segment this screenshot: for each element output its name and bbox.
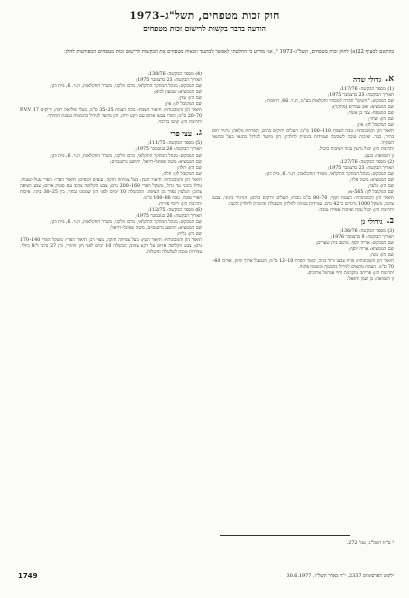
section-heading [20,129,202,138]
entry-paragraph: שם הזן: גלעד; [367,183,394,189]
entry-paragraph: (2) מספר הבקשה: 127/76; [339,159,394,165]
right-column [212,72,394,283]
entry-paragraph: יתרונות הזן: ריבוי פירות. [157,201,202,207]
publication-footer: ילקוט הפרסומים 2337, י"ד באדר תשל"ז, 30.6.1977 [286,573,394,579]
entry-paragraph: שם המבקש: מנהל המחקר החקלאי, מרכז וולקני, משרד החקלאות, ת.ד. 6, בית דגן; [50,153,202,159]
entry-paragraph: זן השוואה: בן שמן ורפאל. [346,277,394,283]
section-title: עצי פרי [170,129,192,139]
entry-paragraph: תאריך הבקשה: 26 בנובמבר 1975; [135,213,202,219]
footnote-rule [220,535,350,536]
section-heading [212,75,394,84]
section-letter: ב. [386,215,394,226]
section-title: גידולי גן [361,216,383,226]
entry-paragraph: שם הממציא: שמעון לביא; [153,90,202,96]
entry-paragraph: שם המטפח: צבי בן אשר; [347,111,394,117]
entry-paragraph: שם המבקש: מנהל המחקר החקלאי, מרכז וולקני, משרד החקלאות, ת.ד. 6, בית דגן; [50,220,202,226]
left-column [20,72,202,256]
entry-paragraph: שם הממציא: יהושע גרשנבוים, משה שפיגל–רויאל; [109,226,202,232]
entry-paragraph: שם המבקש: אריה יוסף, מושב בית שערים; [315,241,394,247]
entry-paragraph: יתרונות הזן: פריחה מוקדמת וחיי אגרטל ארוכים. [306,271,394,277]
footnote: ¹ ס"ח תשל"ג, עמ' 272. [346,541,394,546]
entry-paragraph: שם המבקש: מנהל המחקר החקלאי, מרכז וולקני, משרד החקלאות, ת.ד. 6, בית דגן; [50,84,202,90]
page-number: 1749 [18,572,38,580]
entry-paragraph: שם המבקש: "זרעים" חברה למסחר וחקלאות בע"מ, ת.ד. 66, רחובות; [265,99,394,105]
section-heading [212,217,394,226]
entry-paragraph: שם המבקש: מנהל המחקר החקלאי, משרד החקלאות, ת.ד. 6, בית דגן; [265,171,394,177]
entry-paragraph: שם הממציא: משה פלד; [349,177,394,183]
entry-paragraph: תאריך הבקשה: 23 בדצמבר 1975; [135,78,202,84]
entry-paragraph: תאריך הבקשה: 23 בדצמבר 1975; [327,165,394,171]
entry-paragraph: (1) מספר הבקשה: 117/76; [339,87,394,92]
entry-paragraph: שם הממציא: משה שפיגל–רויאל, יהושע גרשנבוים; [109,159,202,165]
entry-paragraph: תאריך הבקשה: 26 בנובמבר 1975; [135,147,202,153]
section-letter: א. [385,74,394,84]
entry-paragraph: תיאור הזן והמכונותיו: תיאור הצמח: גובה הצמח 25–35 ס"מ, בעלי פוליאה רבה; ירוקים P.V.V 17 20–70 ס"מ; הפרי צבעו אדום עם רקע ירוק. הזן מיועד לגידול בחממות בעונת החורף. [20,108,202,120]
entry-paragraph: שם המקובל לזן: אין; [164,102,202,108]
entry-paragraph: שם הזן: גלית; [176,232,202,238]
entry-paragraph: שם הזן: שחר; [368,117,394,123]
page-title: חוק זכות מטפחים, תשל"ג–1973 [129,10,280,22]
entry-paragraph: (3) מספר הבקשה: 136/76; [339,228,394,234]
entry-paragraph: שם הזן: עדן; [178,96,202,102]
entry-paragraph: שם המקובל לזן: חלה; [162,171,202,177]
entry-paragraph: שם הממציא: זאב עמירם (מחקר); [331,105,394,111]
entry-paragraph: תיאור הזן והמכונותיו: תיאור העץ: בעל צמיחה חזקה, מצוי רב; תיאור הפרי: משקל הפרי 140–170 גרם; צבע הקליפה אדום על רקע צהוב; הבשלה 10 ימים לפני הזן ההורי, בין 27 ביוני ל־8 ביולי. עמידות טובה לטלטלה ומשלוח. [20,238,202,256]
entry-paragraph: תאריך הבקשה: 9 בדצמבר 1976; [330,235,394,241]
intro-paragraph: בהתאם לסעיף 22(א) לחוק זכות מטפחים, תשל"ג–1973 ¹, אני מודיע כי החלטתי לאפשר למתנגד וזכאות מטפחים את הבקשות לרישום זכות מטפחים המפורטות להלן: [63,49,394,55]
entry-paragraph: תיאור הזן והמכונותיו: פרח צבעו ורוד כהה, קוטר הפרח 10–12 ס"מ; הגבעול ארוך וחזק, אורכו 60–70 ס"מ. הצמח מתאים לגידול בחממה ובשטח פתוח. [212,259,394,271]
entry-paragraph: יתרונות הזן: קושי בריבוי. [157,120,202,126]
entry-paragraph: זן השוואה: כנען. [363,153,394,159]
entry-paragraph: שם הזן: חלה; [176,165,202,171]
entry-paragraph: תיאור הזן והמכונותיו: הצמח זקוף, 70–80 ס"מ גובהו; העלים ירוקים כהים; הגרגיר בינוני, צבעו צהוב, משקל 1000 גרגרים כ־42 גרם. עמידות גבוהה לחלדון השבולת ובינונית לחלדון הקנה. [212,195,394,207]
entry-paragraph: תיאור הזן והמכונותיו: תיאור העץ: בעל צמיחה חזקה, ענפים זקופים; תיאור הפרי: הפרי עגול–שטוח, גודלו בינוני עד גדול, משקל הפרי 160–200 גרם; צבע הקליפה צהוב עם סומק אדום; צבע הציפה צהוב; הגלעין נפרד מן הציפה. ההבשלה 10 ימים לפני הזן שממנו נבחר, בין 25–30 ביוני. איכות הפרי טובה. גובה 80–100 ס"מ. [20,177,202,201]
entry-paragraph: שם הממציא: אריה יוסף; [348,247,394,253]
entry-paragraph: תיאור הזן והמכונותיו: גובה הצמח 110–100 ס"מ. העלים ירוקים כהים, תפרחת מלאה; גרגיר חום בהיר, כבד. יציבות טובה לשכיבה ועמידות בינונית לחלדון. הזן מיועד לגידול בתנאי בעל ובתנאי השקיה. [212,129,395,147]
entry-paragraph: (4) מספר הבקשה: 138/76; [147,72,202,77]
entry-paragraph: (6) מספר הבקשה: 112/75; [147,207,202,213]
page-subtitle: הודעה בדבר בקשות לרישום זכות מטפחים [143,24,266,33]
entry-paragraph: יתרונות הזן: יבול גבוה ואיכות אפייה טובה. [318,207,394,213]
entry-paragraph: שם המקובל לזן: 565–א; [347,189,394,195]
section-title: גדולי שדה [352,75,382,84]
entry-paragraph: תאריך הבקשה: 23 בדצמבר 1975; [327,93,394,99]
entry-paragraph: (5) מספר הבקשה: 111/75; [147,141,202,147]
section-letter: ג. [195,128,202,139]
entry-paragraph: יתרונות הזן: יבול גרעין גבוה ויציבות ביבול. [318,147,394,153]
entry-paragraph: שם המקובל לזן: אין; [356,123,394,129]
entry-paragraph: שם הזן: נוגה; [369,253,394,259]
